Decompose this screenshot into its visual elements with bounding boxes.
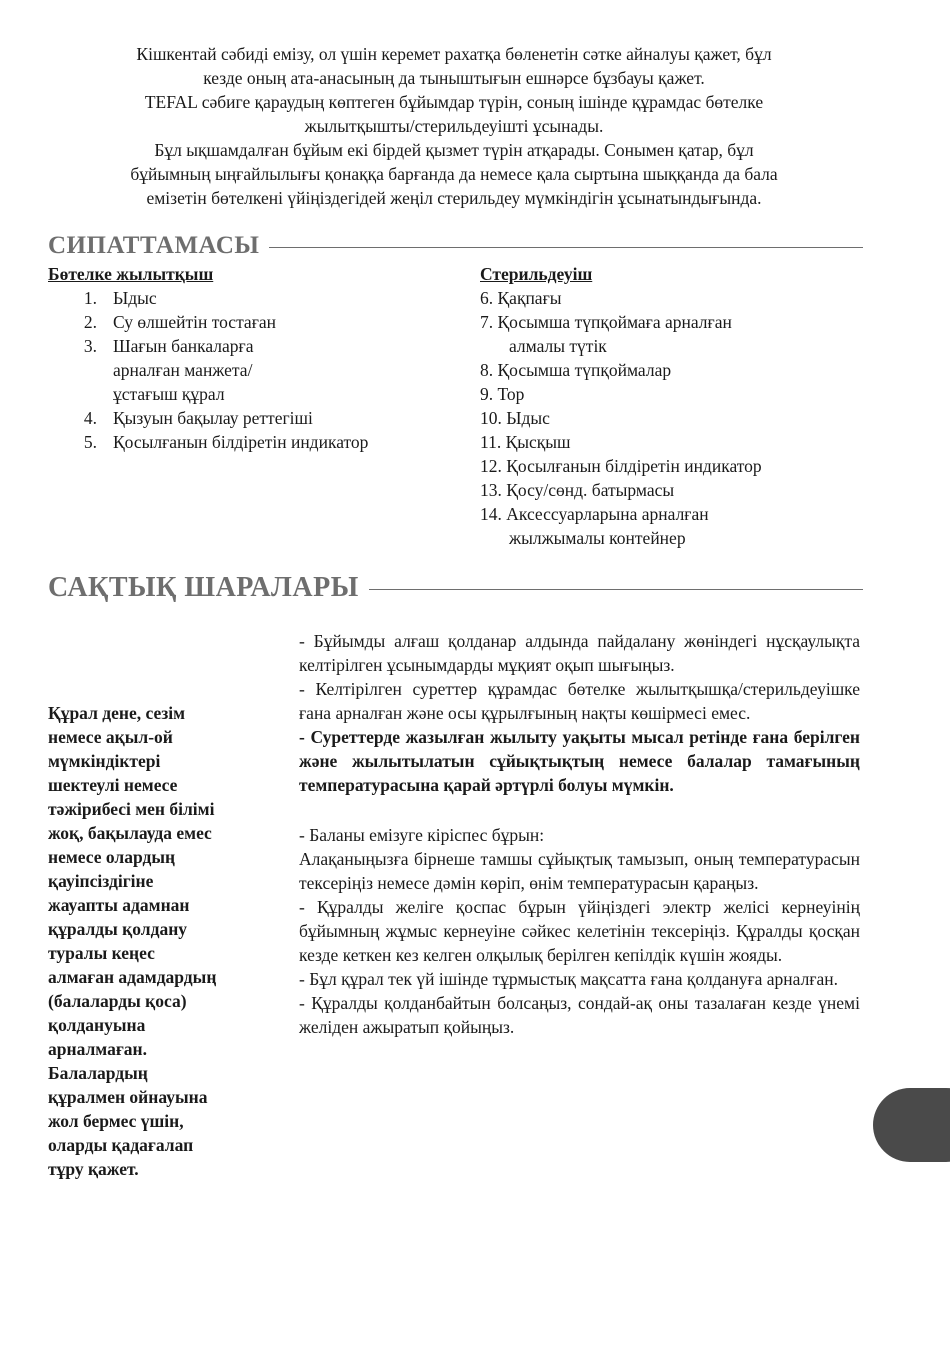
warning-line: Құрал дене, сезім bbox=[48, 703, 186, 723]
list-item: 8. Қосымша түпқоймалар bbox=[480, 360, 672, 380]
heading-rule bbox=[269, 247, 863, 248]
safety-paragraph: Алақаныңызға бірнеше тамшы сұйықтық тамызып, оның температурасын тексеріңіз немесе дәмін көріп, өнім температурасын қараңыз. bbox=[299, 849, 860, 893]
intro-line: емізетін бөтелкені үйіңіздегідей жеңіл стерильдеу мүмкіндігін ұсынатындығында. bbox=[146, 188, 762, 208]
description-title: СИПАТТАМАСЫ bbox=[48, 232, 260, 259]
sterilizer-column bbox=[480, 262, 870, 550]
sterilizer-parts-list bbox=[480, 286, 870, 550]
bottle-warmer-title: Бөтелке жылытқыш bbox=[48, 264, 214, 284]
list-item: 9. Тор bbox=[480, 384, 525, 404]
safety-title: САҚТЫҚ ШАРАЛАРЫ bbox=[48, 572, 359, 603]
warning-line: (балаларды қоса) bbox=[48, 991, 187, 1011]
warning-line: қауіпсіздігіне bbox=[48, 871, 154, 891]
page-edge-tab bbox=[873, 1088, 950, 1162]
warning-line: немесе олардың bbox=[48, 847, 176, 867]
intro-line: Бұл ықшамдалған бұйым екі бірдей қызмет түрін атқарады. Сонымен қатар, бұл bbox=[154, 140, 754, 160]
safety-paragraph: - Бұл құрал тек үй ішінде тұрмыстық мақсатта ғана қолдануға арналған. bbox=[299, 969, 839, 989]
warning-line: шектеулі немесе bbox=[48, 775, 178, 795]
list-item: 5. Қосылғанын білдіретін индикатор bbox=[83, 432, 369, 452]
safety-heading bbox=[48, 572, 863, 604]
intro-text bbox=[48, 42, 860, 210]
safety-instructions bbox=[299, 629, 860, 1039]
warning-line: жол бермес үшін, bbox=[48, 1111, 184, 1131]
warning-line: тұру қажет. bbox=[48, 1159, 139, 1179]
list-item: 1. Ыдыс bbox=[83, 288, 157, 308]
warning-line: қолдануына bbox=[48, 1015, 146, 1035]
list-item: 14. Аксессуарларына арналған жылжымалы контейнер bbox=[480, 504, 709, 548]
sterilizer-title: Стерильдеуіш bbox=[480, 264, 593, 284]
warning-line: мүмкіндіктері bbox=[48, 751, 161, 771]
warning-line: арналмаған. bbox=[48, 1039, 147, 1059]
safety-paragraph: - Баланы емізуге кіріспес бұрын: bbox=[299, 825, 545, 845]
warning-line: жоқ, бақылауда емес bbox=[48, 823, 212, 843]
warning-line: тәжірибесі мен білімі bbox=[48, 799, 215, 819]
intro-line: кезде оның ата-анасының да тыныштығын ешнәрсе бұзбауы қажет. bbox=[203, 68, 705, 88]
list-item: 3. Шағын банкаларға арналған манжета/ ұстағыш құрал bbox=[83, 336, 254, 404]
list-item: 12. Қосылғанын білдіретін индикатор bbox=[480, 456, 762, 476]
safety-paragraph-bold: - Суреттерде жазылған жылыту уақыты мысал ретінде ғана берілген және жылытылатын сұйықтықтың немесе балалар тамағының температурасына қарай әртүрлі болуы мүмкін. bbox=[299, 727, 860, 795]
list-item: 13. Қосу/сөнд. батырмасы bbox=[480, 480, 675, 500]
description-heading bbox=[48, 232, 863, 260]
safety-paragraph: - Келтірілген суреттер құрамдас бөтелке жылытқышқа/стерильдеуішке ғана арналған және осы құрылғының нақты көшірмесі емес. bbox=[299, 679, 860, 723]
bottle-warmer-parts-list bbox=[48, 286, 428, 454]
intro-line: Кішкентай сәбиді емізу, ол үшін керемет рахатқа бөленетін сәтке айналуы қажет, бұл bbox=[136, 44, 772, 64]
list-item: 4. Қызуын бақылау реттегіші bbox=[83, 408, 313, 428]
safety-paragraph: - Бұйымды алғаш қолданар алдында пайдалану жөніндегі нұсқаулықта келтірілген ұсынымдарды мұқият оқып шығыңыз. bbox=[299, 631, 860, 675]
warning-line: оларды қадағалап bbox=[48, 1135, 194, 1155]
intro-line: бұйымның ыңғайлылығы қонаққа барғанда да немесе қала сыртына шыққанда да бала bbox=[130, 164, 778, 184]
warning-line: немесе ақыл-ой bbox=[48, 727, 173, 747]
warning-line: жауапты адамнан bbox=[48, 895, 190, 915]
warning-line: алмаған адамдардың bbox=[48, 967, 217, 987]
list-item: 6. Қақпағы bbox=[480, 288, 562, 308]
warning-line: құралмен ойнауына bbox=[48, 1087, 208, 1107]
warning-line: Балалардың bbox=[48, 1063, 148, 1083]
safety-paragraph: - Құралды желіге қоспас бұрын үйіңіздегі электр желісі кернеуінің бұйымның жұмыс кернеуіне сәйкес келетінін тексеріңіз. Құралды қосқан кезде кеткен кез келген олқылық берілген кепілдік күшін жояды. bbox=[299, 897, 860, 965]
safety-warning-sidebar bbox=[48, 701, 258, 1181]
list-item: 7. Қосымша түпқоймаға арналған алмалы түтік bbox=[480, 312, 732, 356]
warning-line: құралды қолдану bbox=[48, 919, 188, 939]
list-item: 2. Су өлшейтін тостаған bbox=[83, 312, 277, 332]
spacer bbox=[299, 797, 860, 823]
safety-paragraph: - Құралды қолданбайтын болсаңыз, сондай-ақ оны тазалаған кезде үнемі желіден ажыратып қойыңыз. bbox=[299, 993, 860, 1037]
intro-line: TEFAL сәбиге қараудың көптеген бұйымдар түрін, соның ішінде құрамдас бөтелке bbox=[144, 92, 764, 112]
intro-line: жылытқышты/стерильдеуішті ұсынады. bbox=[304, 116, 604, 136]
list-item: 11. Қысқыш bbox=[480, 432, 571, 452]
heading-rule bbox=[369, 589, 863, 590]
list-item: 10. Ыдыс bbox=[480, 408, 550, 428]
bottle-warmer-column bbox=[48, 262, 428, 454]
warning-line: туралы кеңес bbox=[48, 943, 155, 963]
